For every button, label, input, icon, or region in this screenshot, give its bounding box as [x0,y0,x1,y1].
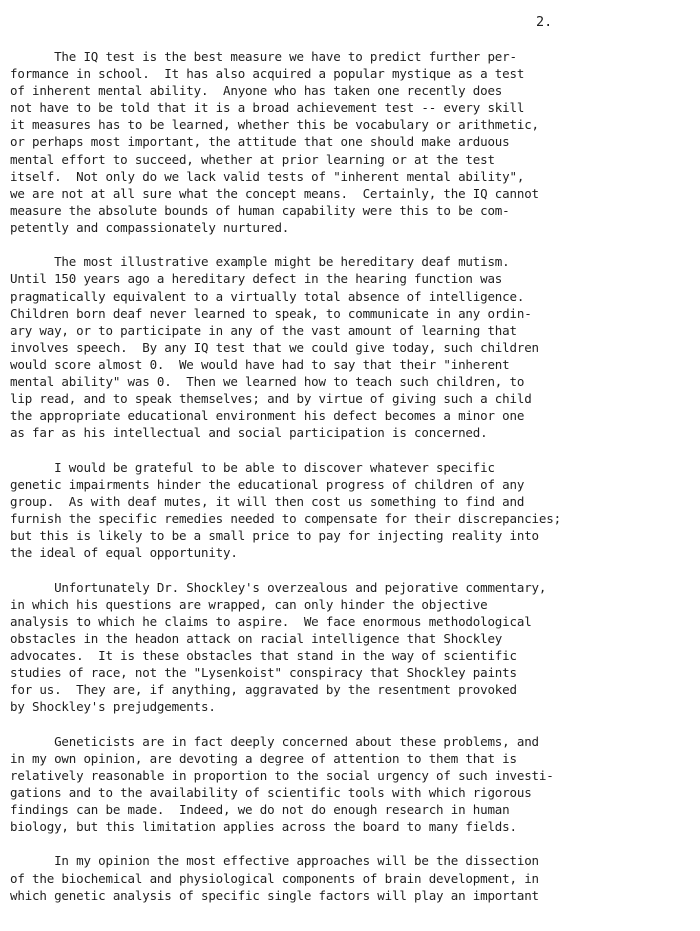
text-line: Children born deaf never learned to speak, to communicate in any ordin- [10,305,532,321]
text-line: the appropriate educational environment his defect becomes a minor one [10,408,525,424]
paragraph-2 [10,253,680,441]
paragraph-3 [10,459,680,562]
text-line: In my opinion the most effective approaches will be the dissection [10,853,539,869]
text-line: petently and compassionately nurtured. [10,219,290,235]
text-line: formance in school. It has also acquired a popular mystique as a test [10,66,525,82]
text-line: group. As with deaf mutes, it will then cost us something to find and [10,493,525,509]
text-line: by Shockley's prejudgements. [10,699,216,715]
text-line: mental effort to succeed, whether at prior learning or at the test [10,151,495,167]
text-line: of the biochemical and physiological components of brain development, in [10,870,539,886]
text-line: it measures has to be learned, whether this be vocabulary or arithmetic, [10,117,539,133]
paragraph-6 [10,852,680,903]
text-line: Unfortunately Dr. Shockley's overzealous and pejorative commentary, [10,579,547,595]
text-line: ary way, or to participate in any of the vast amount of learning that [10,322,517,338]
text-line: as far as his intellectual and social participation is concerned. [10,425,488,441]
text-line: lip read, and to speak themselves; and by virtue of giving such a child [10,391,532,407]
text-line: of inherent mental ability. Anyone who has taken one recently does [10,83,503,99]
text-line: studies of race, not the "Lysenkoist" conspiracy that Shockley paints [10,664,517,680]
text-line: involves speech. By any IQ test that we could give today, such children [10,339,539,355]
text-line: pragmatically equivalent to a virtually total absence of intelligence. [10,288,525,304]
text-line: Geneticists are in fact deeply concerned about these problems, and [10,733,539,749]
text-line: we are not at all sure what the concept means. Certainly, the IQ cannot [10,185,539,201]
text-line: The IQ test is the best measure we have to predict further per- [10,49,517,64]
text-line: measure the absolute bounds of human capability were this to be com- [10,202,510,218]
text-line: I would be grateful to be able to discover whatever specific [10,459,495,475]
text-line: the ideal of equal opportunity. [10,545,238,561]
text-line: genetic impairments hinder the educational progress of children of any [10,476,525,492]
text-line: would score almost 0. We would have had to say that their "inherent [10,356,510,372]
paragraph-5 [10,733,680,836]
paragraph-4 [10,579,680,716]
text-line: itself. Not only do we lack valid tests of "inherent mental ability", [10,168,525,184]
text-line: advocates. It is these obstacles that stand in the way of scientific [10,647,517,663]
text-line: in which his questions are wrapped, can only hinder the objective [10,596,488,612]
text-line: The most illustrative example might be hereditary deaf mutism. [10,254,510,270]
text-line: biology, but this limitation applies across the board to many fields. [10,819,517,835]
text-line: or perhaps most important, the attitude that one should make arduous [10,134,510,150]
text-line: obstacles in the headon attack on racial intelligence that Shockley [10,630,503,646]
text-line: in my own opinion, are devoting a degree of attention to them that is [10,750,517,766]
text-line: but this is likely to be a small price to pay for injecting reality into [10,528,539,544]
text-line: which genetic analysis of specific single factors will play an important [10,887,539,903]
text-line: for us. They are, if anything, aggravated by the resentment provoked [10,682,517,698]
text-line: mental ability" was 0. Then we learned how to teach such children, to [10,373,525,389]
text-line: relatively reasonable in proportion to the social urgency of such investi- [10,767,554,783]
text-line: analysis to which he claims to aspire. We face enormous methodological [10,613,532,629]
text-line: not have to be told that it is a broad achievement test -- every skill [10,100,525,116]
page-number: 2. [536,14,553,30]
text-line: findings can be made. Indeed, we do not do enough research in human [10,801,510,817]
paragraph-1 [10,48,680,236]
body-text [10,48,680,921]
text-line: Until 150 years ago a hereditary defect in the hearing function was [10,271,503,287]
text-line: furnish the specific remedies needed to compensate for their discrepancies; [10,510,561,526]
text-line: gations and to the availability of scientific tools with which rigorous [10,784,532,800]
